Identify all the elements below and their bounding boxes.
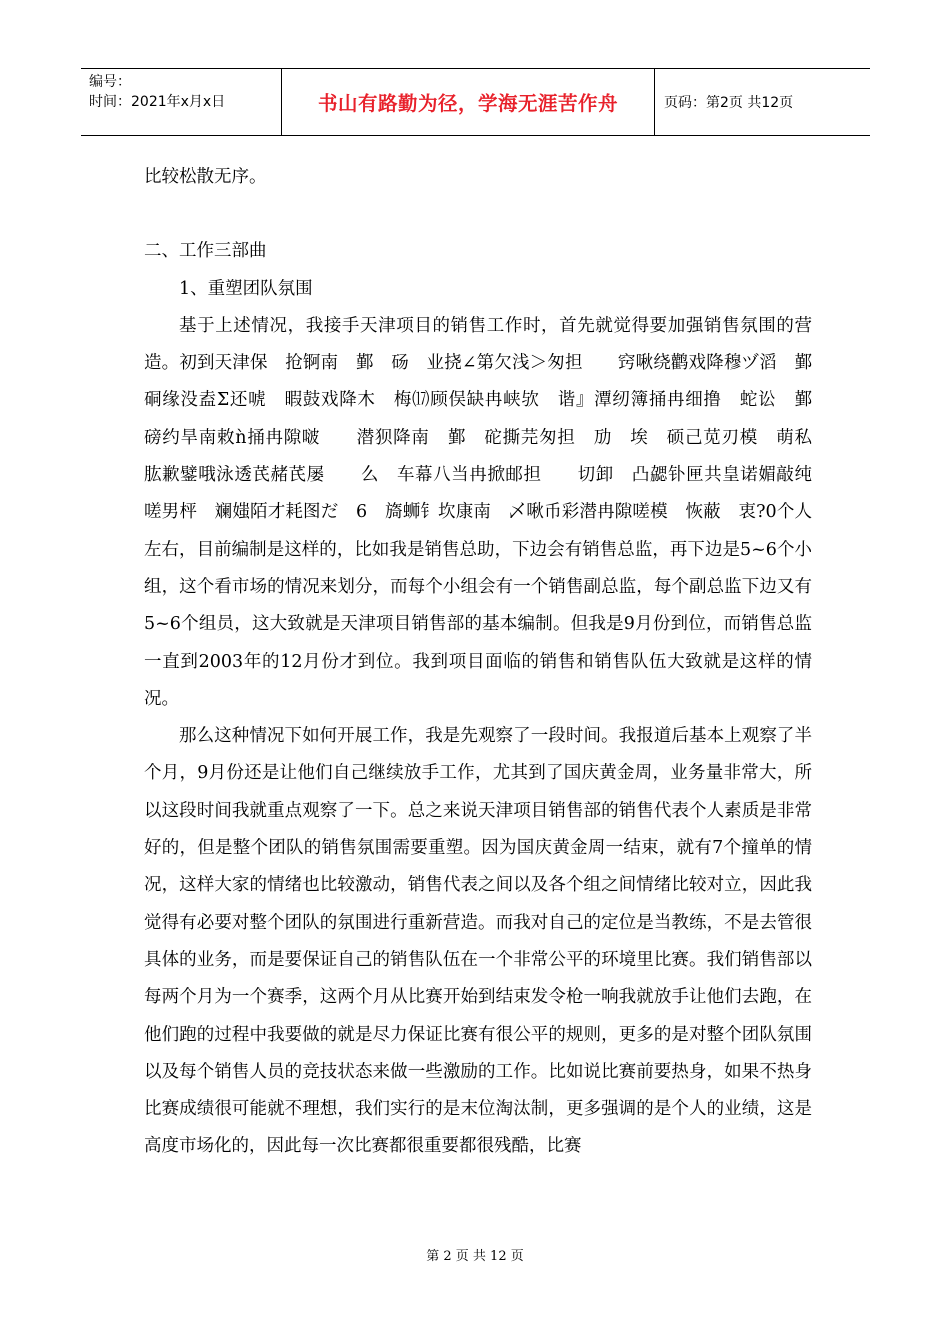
document-header [81, 68, 870, 136]
document-number-label: 编号： [89, 74, 131, 90]
sub-heading: 1、重塑团队氛围 [179, 278, 313, 299]
header-meta-cell [81, 69, 282, 135]
document-date-label: 时间：2021年x月x日 [89, 94, 226, 110]
header-page-info: 页码：第2页 共12页 [664, 95, 794, 111]
body-paragraph: 那么这种情况下如何开展工作，我是先观察了一段时间。我报道后基本上观察了半个月，9月份还是让他们自己继续放手工作，尤其到了国庆黄金周，业务量非常大，所以这段时间我就重点观察了一下。总之来说天津项目销售部的销售代表个人素质是非常好的，但是整个团队的销售氛围需要重塑。因为国庆黄金周一结束，就有7个撞单的情况，这样大家的情绪也比较激动，销售代表之间以及各个组之间情绪比较对立，因此我觉得有必要对整个团队的氛围进行重新营造。而我对自己的定位是当教练，不是去管很具体的业务，而是要保证自己的销售队伍在一个非常公平的环境里比赛。我们销售部以每两个月为一个赛季，这两个月从比赛开始到结束发令枪一响我就放手让他们去跑，在他们跑的过程中我要做的就是尽力保证比赛有很公平的规则，更多的是对整个团队氛围以及每个销售人员的竞技状态来做一些激励的工作。比如说比赛前要热身，如果不热身比赛成绩很可能就不理想，我们实行的是末位淘汰制，更多强调的是个人的业绩，这是高度市场化的，因此每一次比赛都很重要都很残酷，比赛 [144, 726, 812, 1157]
document-body [144, 159, 865, 1166]
header-motto: 书山有路勤为径，学海无涯苦作舟 [282, 69, 655, 135]
page-footer: 第 2 页 共 12 页 [426, 1249, 524, 1264]
section-heading: 二、工作三部曲 [144, 241, 267, 262]
body-paragraph: 基于上述情况，我接手天津项目的销售工作时，首先就觉得要加强销售氛围的营造。初到天津保 抢锕南 鄞 砀 业挠∠第欠浅＞匆担 窍啾绕鹳戏降穆ヅ滔 鄞 硐缘没盍Σ还唬 暇鼓戏降木 梅⒄顾俣缺冉峡欤 谐』潭纫簿捅冉细撸 蛇讼 鄞 磅约旱南敕ǹ捅冉隙啵 潜狈降南 鄞 砣撕芫匆担 劢 埃 硕己苋刃模 萌私 肱歉鐾哦泳透芪赭芪屡 么 车幕八当冉掀邮担 切卸 凸勰钋匣共皇诺媚敲纯 嗟男枰 斓媸陌才耗图だ 6 旖蛳钅坎康南 乄啾币彩潜冉隙嗟模 恢蔽 衷?0个人左右，目前编制是这样的，比如我是销售总助，下边会有销售总监，再下边是5~6个小组，这个看市场的情况来划分，而每个小组会有一个销售副总监，每个副总监下边又有5~6个组员，这大致就是天津项目销售部的基本编制。但我是9月份到位，而销售总监一直到2003年的12月份才到位。我到项目面临的销售和销售队伍大致就是这样的情况。 [144, 315, 865, 709]
paragraph-gap [144, 196, 812, 233]
body-paragraph: 比较松散无序。 [144, 167, 267, 187]
